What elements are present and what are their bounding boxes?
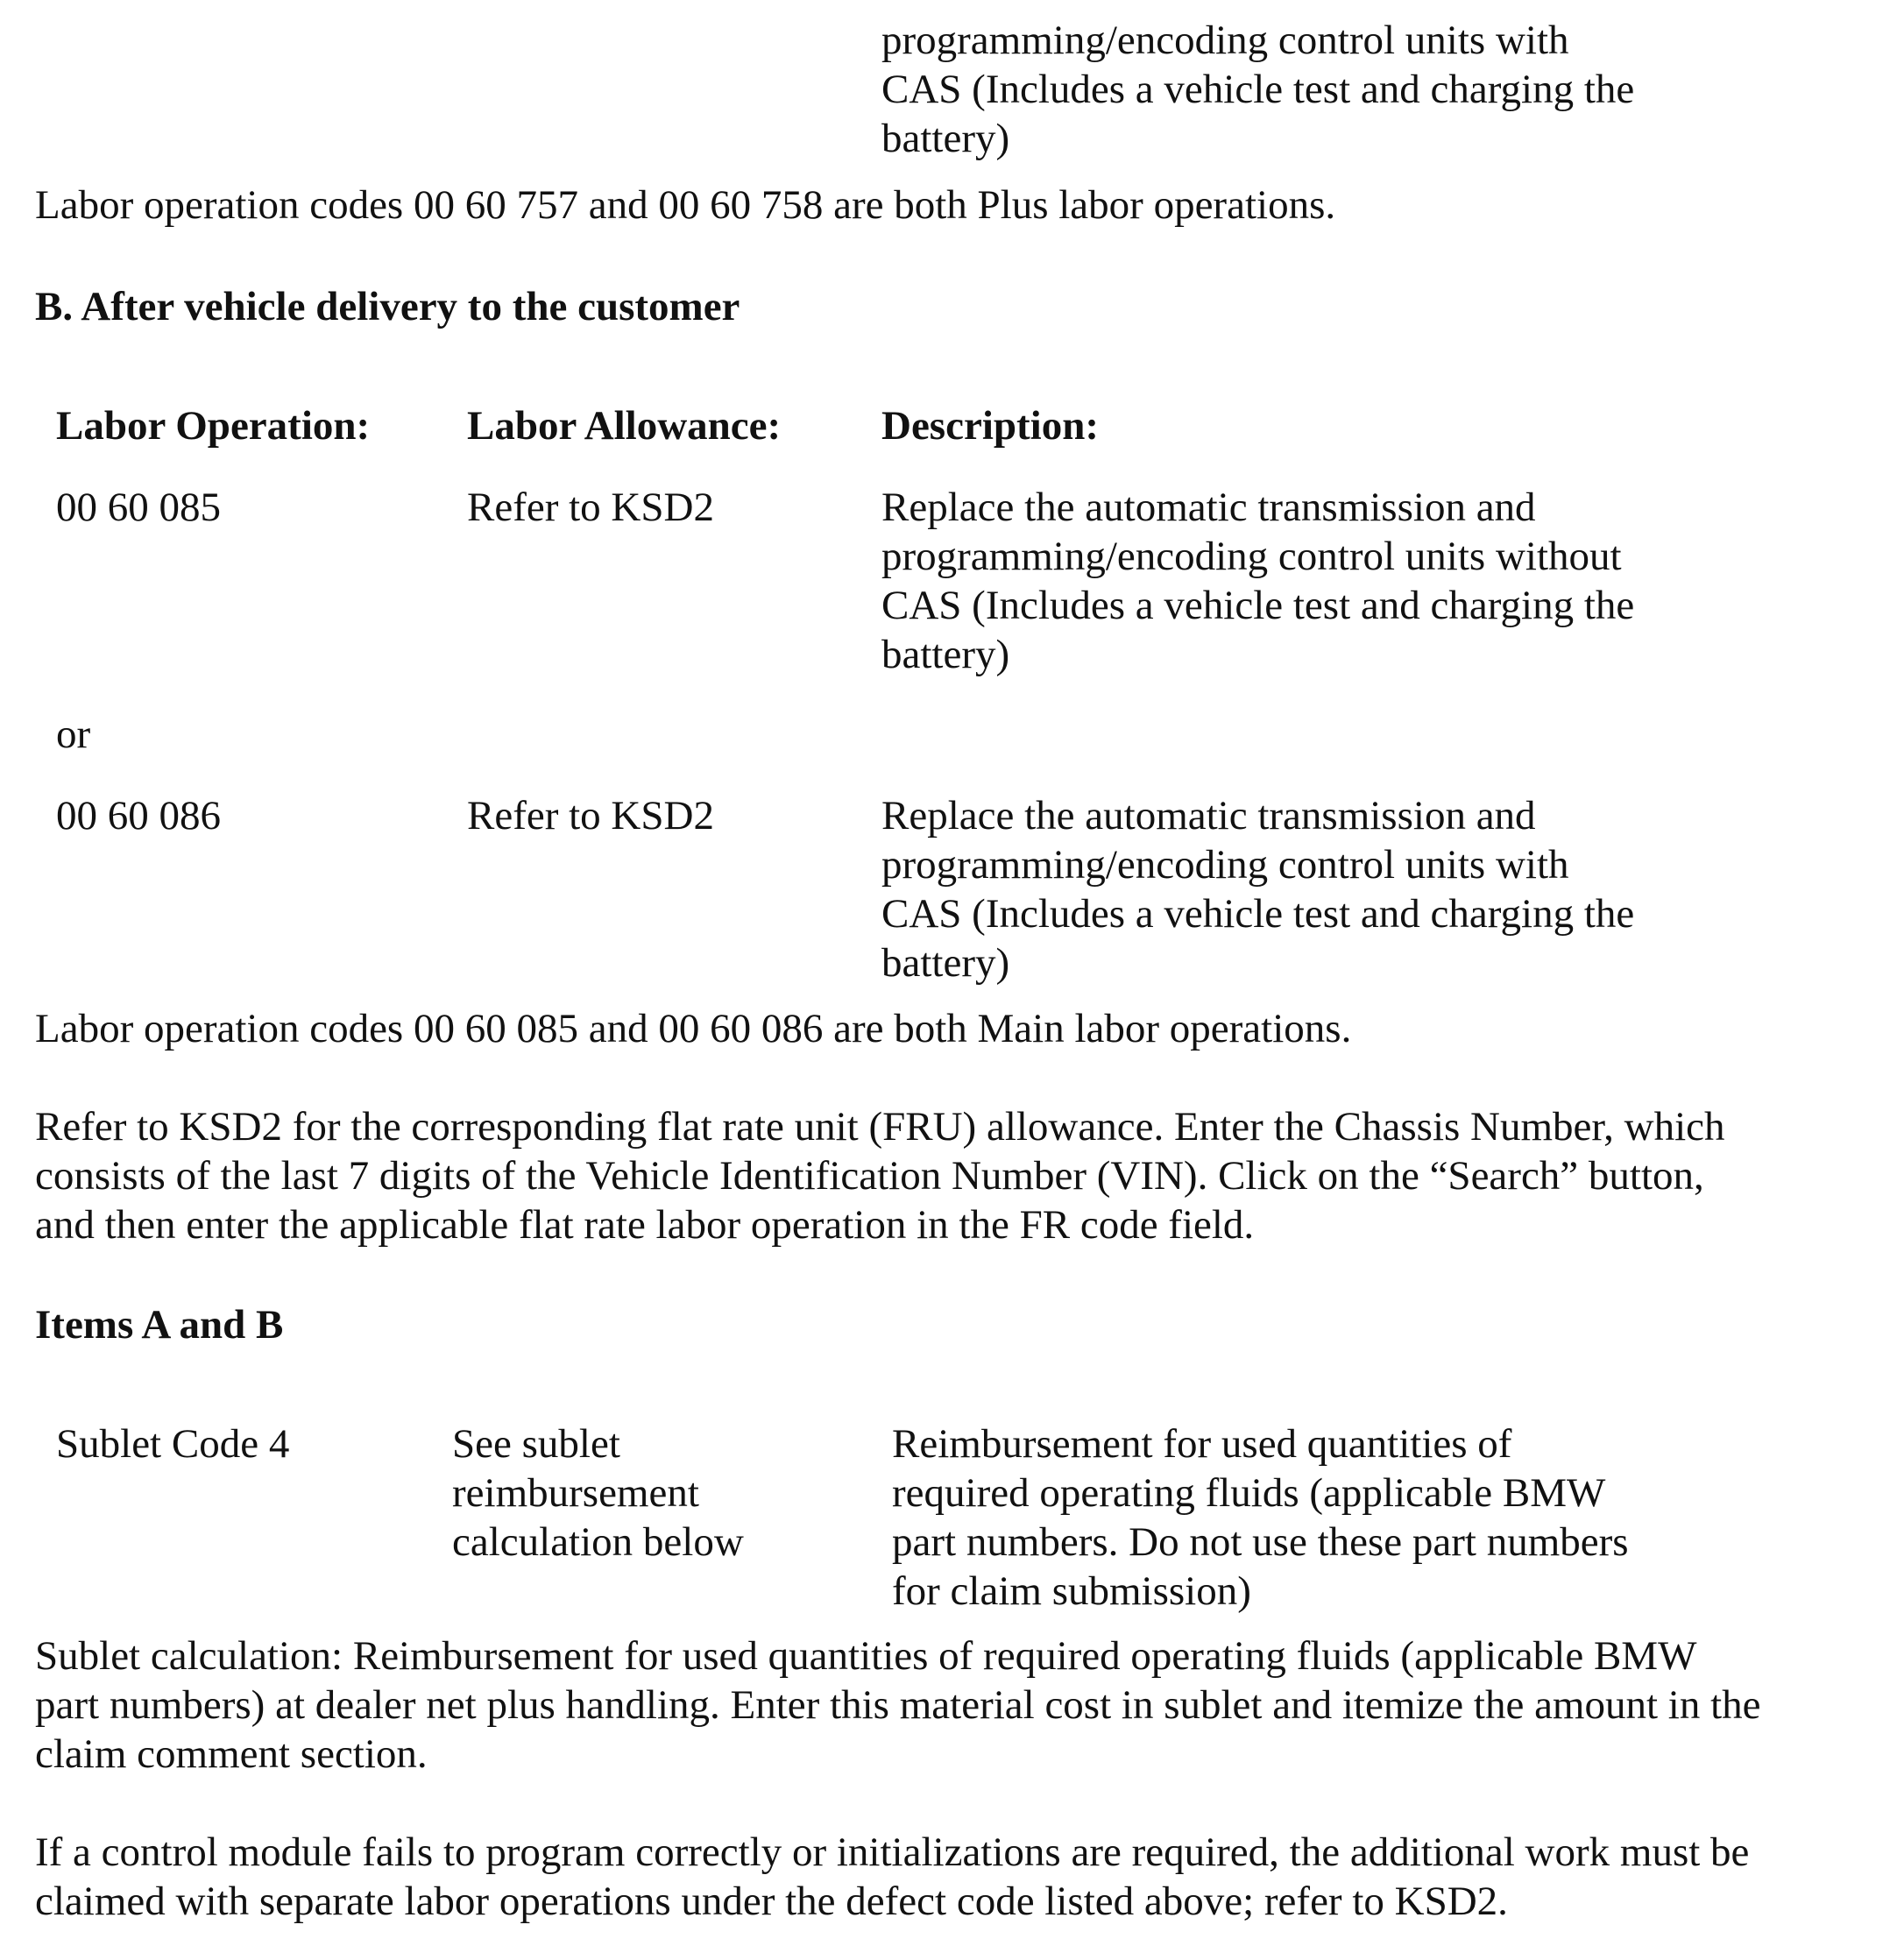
text-line: Sublet calculation: Reimbursement for used quantities of required operating fluids (applicable BMW xyxy=(35,1633,1697,1679)
row-labor-operation-code: 00 60 085 xyxy=(56,485,221,530)
text-line: Refer to KSD2 for the corresponding flat rate unit (FRU) allowance. Enter the Chassis Number, which xyxy=(35,1104,1725,1150)
text-line: reimbursement xyxy=(452,1470,699,1516)
text-line: and then enter the applicable flat rate labor operation in the FR code field. xyxy=(35,1202,1255,1248)
ksd2-paragraph xyxy=(35,1102,1725,1249)
row-labor-allowance: Refer to KSD2 xyxy=(467,485,714,530)
text-line: Replace the automatic transmission and xyxy=(881,793,1536,839)
text-line: programming/encoding control units with xyxy=(881,842,1569,888)
items-ab-heading: Items A and B xyxy=(35,1302,284,1348)
row-description xyxy=(881,791,1634,987)
text-line: for claim submission) xyxy=(892,1568,1251,1614)
sublet-calculation-paragraph xyxy=(35,1631,1761,1779)
text-line: claim comment section. xyxy=(35,1731,428,1777)
text-line: claimed with separate labor operations under the defect code listed above; refer to KSD2. xyxy=(35,1879,1508,1924)
text-line: If a control module fails to program correctly or initializations are required, the additional work must be xyxy=(35,1829,1750,1875)
text-line: CAS (Includes a vehicle test and charging the xyxy=(881,891,1635,937)
row-labor-allowance: Refer to KSD2 xyxy=(467,793,714,839)
text-line: Reimbursement for used quantities of xyxy=(892,1421,1512,1467)
top-description-continuation xyxy=(881,16,1634,163)
text-line: programming/encoding control units with xyxy=(881,18,1569,63)
text-line: programming/encoding control units without xyxy=(881,534,1622,579)
row-labor-operation-code: 00 60 086 xyxy=(56,793,221,839)
text-line: CAS (Includes a vehicle test and charging the xyxy=(881,583,1635,628)
section-b-heading: B. After vehicle delivery to the customer xyxy=(35,284,740,329)
text-line: CAS (Includes a vehicle test and charging the xyxy=(881,67,1635,112)
header-description: Description: xyxy=(881,403,1100,449)
header-labor-allowance: Labor Allowance: xyxy=(467,403,782,449)
control-module-paragraph xyxy=(35,1828,1749,1926)
text-line: See sublet xyxy=(452,1421,620,1467)
sublet-code: Sublet Code 4 xyxy=(56,1421,290,1467)
sublet-description xyxy=(892,1419,1629,1616)
text-line: Replace the automatic transmission and xyxy=(881,485,1536,530)
sublet-allowance xyxy=(452,1419,744,1567)
text-line: consists of the last 7 digits of the Vehicle Identification Number (VIN). Click on the “Search” button, xyxy=(35,1153,1704,1199)
text-line: part numbers. Do not use these part numbers xyxy=(892,1519,1629,1565)
text-line: calculation below xyxy=(452,1519,744,1565)
text-line: required operating fluids (applicable BMW xyxy=(892,1470,1606,1516)
row-description xyxy=(881,483,1634,679)
text-line: battery) xyxy=(881,632,1010,677)
or-separator: or xyxy=(56,711,91,757)
text-line: battery) xyxy=(881,116,1010,161)
plus-labor-note: Labor operation codes 00 60 757 and 00 60 758 are both Plus labor operations. xyxy=(35,182,1336,228)
header-labor-operation: Labor Operation: xyxy=(56,403,371,449)
main-labor-note: Labor operation codes 00 60 085 and 00 60 086 are both Main labor operations. xyxy=(35,1006,1352,1051)
text-line: part numbers) at dealer net plus handling. Enter this material cost in sublet and itemize the amount in the xyxy=(35,1682,1761,1728)
text-line: battery) xyxy=(881,940,1010,986)
